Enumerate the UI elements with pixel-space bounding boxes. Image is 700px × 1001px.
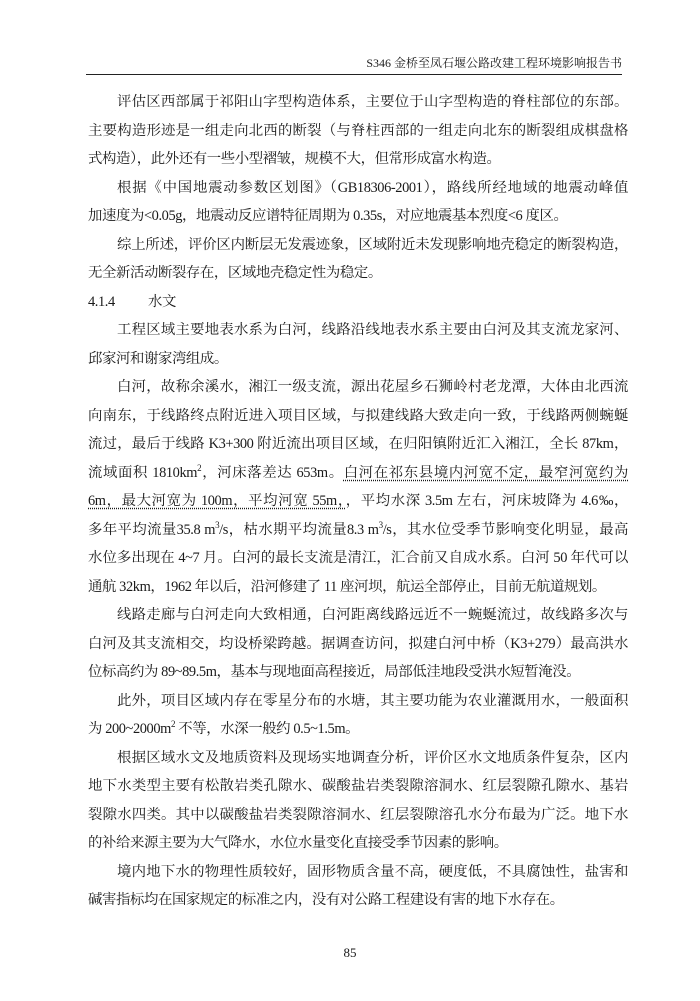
paragraph [88,687,628,744]
text-line [88,516,628,545]
text-line [88,316,628,345]
text-line [88,430,628,459]
text-line [88,202,628,231]
paragraph [88,744,628,858]
text-segment: 无全新活动断裂存在，区域地壳稳定性为稳定。 [88,265,382,281]
text-segment: 评估区西部属于祁阳山字型构造体系，主要位于山字型构造的脊柱部位的东部。 [117,94,628,110]
text-line [88,402,628,431]
text-line [88,601,628,630]
section-title: 水文 [148,293,176,310]
text-segment: 此外，项目区域内存在零星分布的水塘，其主要功能为农业灌溉用水，一般面积 [117,692,628,709]
superscript: 2 [197,462,202,473]
text-segment: 白河，故称余溪水，湘江一级支流，源出花屋乡石狮岭村老龙潭，大体由北西流 [117,379,628,395]
text-segment: 线路走廊与白河走向大致相通，白河距离线路远近不一蜿蜒流过，故线路多次与 [117,607,628,623]
paragraph [88,316,628,373]
underlined-text: 白河在祁东县境内河宽不定，最窄河宽约为 [343,464,629,481]
text-line [88,174,628,203]
text-line [88,259,628,288]
text-segment: 邱家河和谢家湾组成。 [88,350,228,367]
text-segment: 裂隙水四类。其中以碳酸盐岩类裂隙溶洞水、红层裂隙溶孔水分布最为广泛。地下水 [88,806,628,823]
document-body [88,0,628,915]
text-segment: ，河床落差达 653m。 [201,464,344,481]
text-segment: 地下水类型主要有松散岩类孔隙水、碳酸盐岩类裂隙溶洞水、红层裂隙孔隙水、基岩 [88,778,628,794]
text-segment: 碱害指标均在国家规定的标准之内，没有对公路工程建设有害的地下水存在。 [88,892,564,908]
text-segment: 根据区域水文及地质资料及现场实地调查分析，评价区水文地质条件复杂，区内 [117,749,628,766]
text-line [88,459,628,488]
text-segment: 多年平均流量35.8 m [88,521,216,538]
text-segment: 向南东，于线路终点附近进入项目区域，与拟建线路大致走向一致，于线路两侧蜿蜒 [88,407,628,424]
header-title: S346 金桥至凤石堰公路改建工程环境影响报告书 [366,56,622,70]
paragraph [88,373,628,601]
text-line [88,373,628,402]
text-segment: 白河及其支流相交，均设桥梁跨越。据调查访问，拟建白河中桥（K3+279）最高洪水 [88,635,628,652]
superscript: 2 [170,719,176,730]
text-segment: 流过，最后于线路 K3+300 附近流出项目区域，在归阳镇附近汇入湘江，全长 87km， [88,436,628,452]
text-line [88,715,628,744]
text-segment: ，平均水深 3.5m 左右，河床坡降为 4.6‰， [345,493,628,509]
text-segment: 根据《中国地震动参数区划图》（GB18306-2001），路线所经地域的地震动峰值 [117,179,628,196]
text-segment: 主要构造形迹是一组走向北西的断裂（与脊柱西部的一组走向北东的断裂组成棋盘格 [88,122,628,139]
text-line [88,88,628,117]
text-segment: 综上所述，评价区内断层无发震迹象，区域附近未发现影响地壳稳定的断裂构造， [117,236,628,253]
underlined-text: 6m，最大河宽为 100m，平均河宽 55m， [88,493,346,509]
text-segment: 为 200~2000m [88,721,171,737]
text-segment: 位标高约为 89~89.5m，基本与现地面高程接近，局部低洼地段受洪水短暂淹没。 [88,664,581,680]
text-segment: 流域面积 1810km [88,464,198,481]
text-line [88,231,628,260]
superscript: 3 [378,519,383,530]
text-line [88,630,628,659]
section-number: 4.1.4 [88,293,115,310]
text-segment: /s，枯水期平均流量8.3 m [219,521,379,538]
text-line [88,801,628,830]
text-segment: 境内地下水的物理性质较好，固形物质含量不高，硬度低，不具腐蚀性，盐害和 [117,863,628,880]
section-heading [88,288,628,317]
text-segment: 通航 32km，1962 年以后，沿河修建了 11 座河坝，航运全部停止，目前无航道规划。 [88,578,606,595]
paragraph [88,601,628,687]
text-segment: 水位多出现在 4~7 月。白河的最长支流是清江，汇合前又自成水系。白河 50 年代可以 [88,550,628,566]
text-line [88,544,628,573]
text-line [88,145,628,174]
paragraph [88,174,628,231]
paragraph [88,88,628,174]
text-segment: /s，其水位受季节影响变化明显，最高 [382,521,628,538]
text-line [88,573,628,602]
page-number: 85 [343,944,357,960]
text-segment: 的补给来源主要为大气降水，水位水量变化直接受季节因素的影响。 [88,835,508,851]
paragraph [88,231,628,288]
text-line [88,345,628,374]
text-line [88,858,628,887]
superscript: 3 [215,519,220,530]
text-segment: 不等，水深一般约 0.5~1.5m。 [175,721,360,737]
running-header [86,52,622,75]
text-line [88,886,628,915]
text-segment: 式构造），此外还有一些小型褶皱，规模不大，但常形成富水构造。 [88,151,501,167]
text-line [88,117,628,146]
text-line [88,658,628,687]
text-segment: 加速度为<0.05g，地震动反应谱特征周期为 0.35s，对应地震基本烈度<6 度区。 [88,208,568,224]
text-line [88,772,628,801]
text-segment: 工程区域主要地表水系为白河，线路沿线地表水系主要由白河及其支流龙家河、 [117,322,628,338]
text-line [88,744,628,773]
text-line [88,687,628,716]
paragraph [88,858,628,915]
text-line [88,829,628,858]
text-line [88,487,628,516]
